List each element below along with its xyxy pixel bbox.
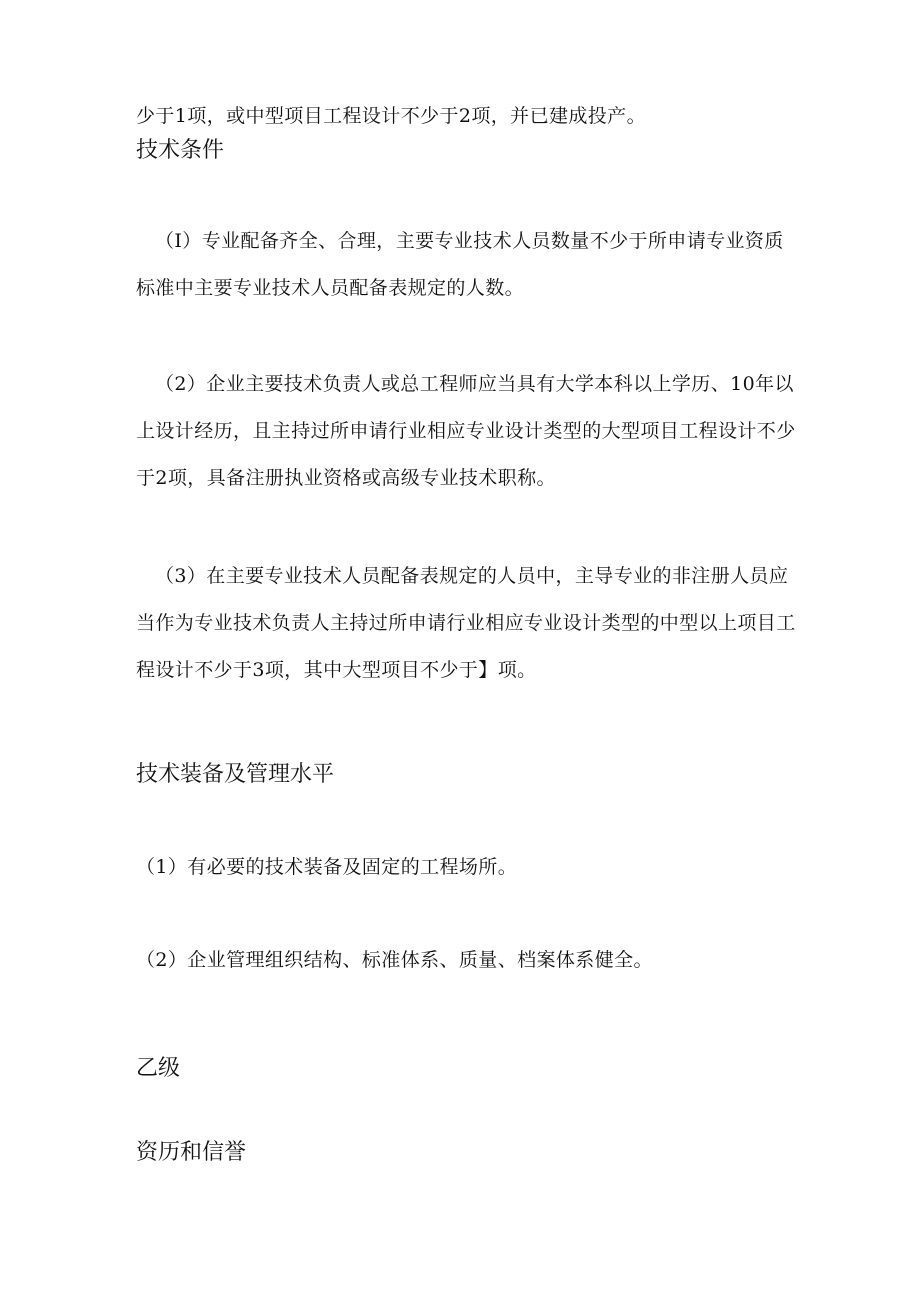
paragraph-tech-1: （I）专业配备齐全、合理，主要专业技术人员数量不少于所申请专业资质标准中主要专业技术人员配备表规定的人数。 xyxy=(136,230,784,299)
paragraph-equip-1: （1）有必要的技术装备及固定的工程场所。 xyxy=(136,856,518,878)
section-heading-qualification-reputation: 资历和信誉 xyxy=(136,1140,247,1165)
continuation-paragraph: 少于1项，或中型项目工程设计不少于2项，并已建成投产。 xyxy=(136,105,646,127)
grade-heading: 乙级 xyxy=(136,1056,181,1081)
paragraph-equip-2: （2）企业管理组织结构、标准体系、质量、档案体系健全。 xyxy=(136,949,653,971)
paragraph-tech-2: （2）企业主要技术负责人或总工程师应当具有大学本科以上学历、10年以上设计经历，且主持过所申请行业相应专业设计类型的大型项目工程设计不少于2项，具备注册执业资格或高级专业技术职称。 xyxy=(136,373,796,489)
section-heading-technical-conditions: 技术条件 xyxy=(136,138,225,163)
paragraph-tech-3: （3）在主要专业技术人员配备表规定的人员中，主导专业的非注册人员应当作为专业技术负责人主持过所申请行业相应专业设计类型的中型以上项目工程设计不少于3项，其中大型项目不少于】项。 xyxy=(136,565,796,681)
section-heading-equipment-management: 技术装备及管理水平 xyxy=(136,762,335,787)
